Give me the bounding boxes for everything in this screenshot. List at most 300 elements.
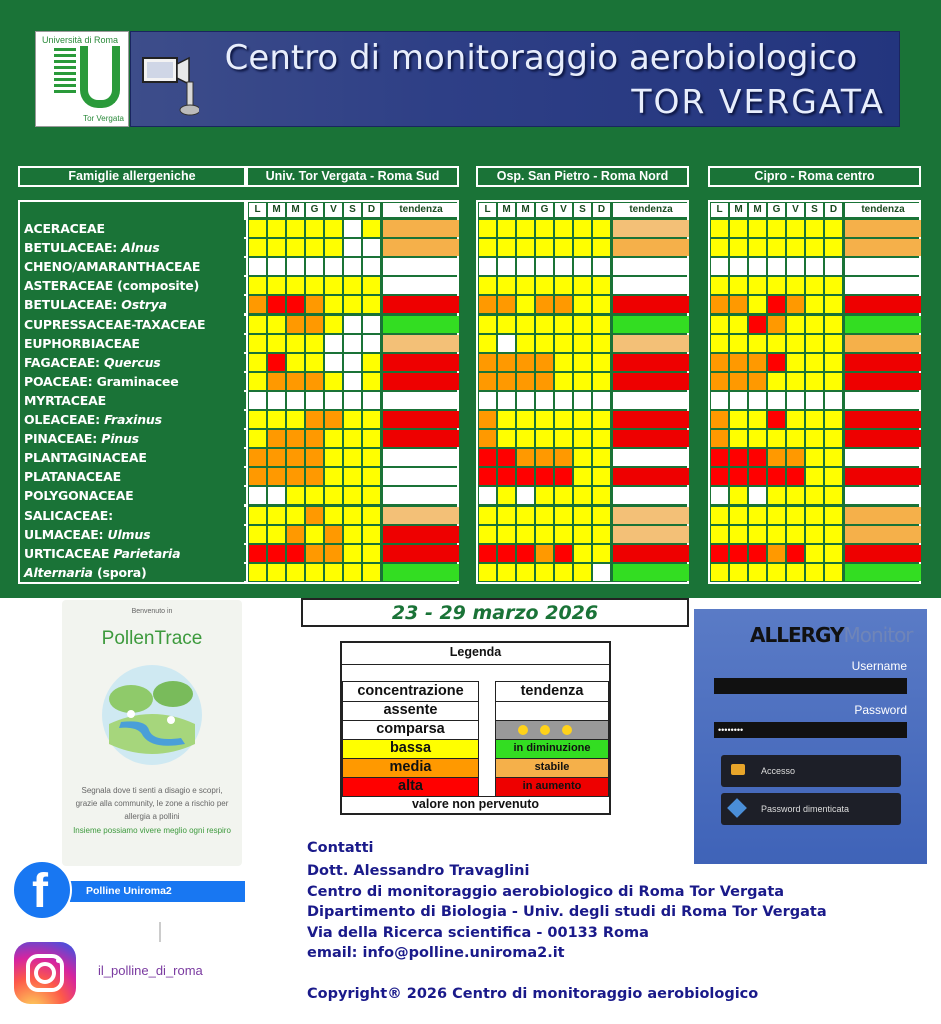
contact-department: Dipartimento di Biologia - Univ. degli studi di Roma Tor Vergata [307, 904, 827, 920]
level-cell [806, 239, 823, 256]
forgot-password-button[interactable] [721, 793, 901, 825]
level-cell [249, 526, 266, 543]
level-cell [711, 277, 728, 294]
level-cell [536, 335, 553, 352]
instagram-link[interactable]: il_polline_di_roma [98, 963, 203, 978]
level-cell [306, 545, 323, 562]
level-cell [249, 316, 266, 333]
level-cell [498, 316, 515, 333]
level-cell [536, 296, 553, 313]
level-cell [806, 316, 823, 333]
level-cell [344, 430, 361, 447]
level-cell [344, 277, 361, 294]
level-cell [787, 277, 804, 294]
level-cell [730, 468, 747, 485]
trend-cell [613, 316, 689, 333]
station-header-2: Cipro - Roma centro [708, 166, 921, 187]
level-cell [498, 564, 515, 581]
level-cell [768, 335, 785, 352]
trend-cell [845, 392, 921, 409]
level-cell [363, 258, 380, 275]
level-cell [517, 316, 534, 333]
instagram-icon[interactable] [14, 942, 76, 1004]
day-header: V [555, 203, 572, 217]
level-cell [555, 277, 572, 294]
trend-cell [383, 507, 459, 524]
level-cell [479, 507, 496, 524]
trend-cell [613, 468, 689, 485]
level-cell [711, 354, 728, 371]
trend-cell [613, 296, 689, 313]
family-row [21, 564, 246, 581]
day-header: S [806, 203, 823, 217]
level-cell [555, 487, 572, 504]
level-cell [806, 507, 823, 524]
level-cell [517, 468, 534, 485]
family-row [21, 373, 246, 390]
day-header: S [344, 203, 361, 217]
level-cell [574, 296, 591, 313]
level-cell [806, 411, 823, 428]
level-cell [517, 487, 534, 504]
trend-header: tendenza [845, 203, 921, 217]
level-cell [555, 392, 572, 409]
pollentrace-welcome: Benvenuto in [131, 608, 173, 615]
level-cell [593, 430, 610, 447]
level-cell [344, 564, 361, 581]
level-cell [555, 296, 572, 313]
level-cell [268, 277, 285, 294]
day-header: D [363, 203, 380, 217]
legend-assente: assente [342, 701, 479, 721]
level-cell [787, 545, 804, 562]
level-cell [711, 239, 728, 256]
level-cell [517, 258, 534, 275]
level-cell [768, 296, 785, 313]
trend-cell [845, 411, 921, 428]
lock-icon [731, 764, 745, 775]
level-cell [344, 335, 361, 352]
level-cell [479, 430, 496, 447]
trend-cell [613, 392, 689, 409]
family-row [21, 468, 246, 485]
level-cell [768, 354, 785, 371]
level-cell [517, 239, 534, 256]
level-cell [249, 239, 266, 256]
level-cell [825, 411, 842, 428]
station-header-0: Univ. Tor Vergata - Roma Sud [246, 166, 459, 187]
level-cell [749, 526, 766, 543]
trend-cell [613, 373, 689, 390]
family-row [21, 239, 246, 256]
level-cell [574, 373, 591, 390]
level-cell [574, 545, 591, 562]
trend-cell [613, 258, 689, 275]
level-cell [806, 296, 823, 313]
level-cell [825, 468, 842, 485]
level-cell [517, 507, 534, 524]
legend-trend-blank [495, 701, 609, 721]
legend-bassa: bassa [342, 739, 479, 759]
level-cell [749, 220, 766, 237]
level-cell [268, 335, 285, 352]
level-cell [711, 487, 728, 504]
level-cell [249, 220, 266, 237]
facebook-icon[interactable] [12, 860, 72, 920]
level-cell [325, 545, 342, 562]
logo-bottom-text: Tor Vergata [83, 114, 124, 123]
day-header: V [325, 203, 342, 217]
level-cell [287, 507, 304, 524]
pollen-trap-icon [139, 48, 199, 118]
level-cell [593, 411, 610, 428]
level-cell [363, 430, 380, 447]
level-cell [344, 545, 361, 562]
level-cell [825, 526, 842, 543]
allergy-monitor-panel [694, 609, 927, 864]
level-cell [363, 316, 380, 333]
level-cell [287, 335, 304, 352]
level-cell [249, 545, 266, 562]
level-cell [306, 392, 323, 409]
level-cell [711, 526, 728, 543]
level-cell [268, 354, 285, 371]
level-cell [711, 258, 728, 275]
level-cell [536, 564, 553, 581]
level-cell [498, 411, 515, 428]
trend-cell [383, 430, 459, 447]
week-date: 23 - 29 marzo 2026 [301, 598, 689, 627]
level-cell [574, 430, 591, 447]
level-cell [787, 354, 804, 371]
level-cell [768, 430, 785, 447]
level-cell [574, 220, 591, 237]
level-cell [325, 507, 342, 524]
level-cell [498, 392, 515, 409]
level-cell [593, 354, 610, 371]
day-header: M [730, 203, 747, 217]
level-cell [787, 316, 804, 333]
level-cell [825, 277, 842, 294]
level-cell [768, 468, 785, 485]
level-cell [768, 487, 785, 504]
family-name: CHENO/AMARANTHACEAE [24, 259, 201, 275]
level-cell [498, 354, 515, 371]
level-cell [249, 373, 266, 390]
password-field[interactable]: •••••••• [714, 722, 907, 738]
level-cell [479, 277, 496, 294]
level-cell [268, 545, 285, 562]
trend-cell [383, 468, 459, 485]
level-cell [306, 526, 323, 543]
level-cell [306, 411, 323, 428]
level-cell [498, 220, 515, 237]
login-label: Accesso [761, 766, 796, 776]
family-name: ASTERACEAE (composite) [24, 278, 200, 294]
level-cell [768, 411, 785, 428]
title-line-1: Centro di monitoraggio aerobiologico [224, 38, 858, 78]
level-cell [574, 487, 591, 504]
logo-top-text: Università di Roma [42, 35, 119, 45]
level-cell [806, 545, 823, 562]
trend-cell [383, 526, 459, 543]
level-cell [787, 430, 804, 447]
family-genus: Pinus [101, 431, 139, 447]
day-header: G [306, 203, 323, 217]
level-cell [711, 373, 728, 390]
level-cell [787, 258, 804, 275]
level-cell [806, 487, 823, 504]
level-cell [749, 449, 766, 466]
level-cell [268, 411, 285, 428]
day-header: L [711, 203, 728, 217]
dot-icon [518, 725, 528, 735]
level-cell [517, 354, 534, 371]
level-cell [574, 277, 591, 294]
level-cell [806, 564, 823, 581]
contact-address: Via della Ricerca scientifica - 00133 Roma [307, 925, 649, 941]
level-cell [825, 335, 842, 352]
family-row [21, 449, 246, 466]
day-header: D [593, 203, 610, 217]
level-cell [536, 392, 553, 409]
level-cell [536, 316, 553, 333]
help-icon [727, 798, 747, 818]
trend-cell [613, 526, 689, 543]
level-cell [711, 335, 728, 352]
login-button[interactable] [721, 755, 901, 787]
level-cell [574, 335, 591, 352]
level-cell [593, 487, 610, 504]
trend-cell [845, 220, 921, 237]
level-cell [325, 239, 342, 256]
facebook-link[interactable]: Polline Uniroma2 [70, 881, 245, 902]
level-cell [325, 296, 342, 313]
level-cell [768, 316, 785, 333]
level-cell [517, 277, 534, 294]
pollentrace-card[interactable] [62, 600, 242, 866]
level-cell [787, 392, 804, 409]
level-cell [749, 564, 766, 581]
level-cell [730, 449, 747, 466]
level-cell [555, 564, 572, 581]
family-row [21, 545, 246, 562]
level-cell [749, 316, 766, 333]
level-cell [825, 220, 842, 237]
family-genus: Ostrya [121, 297, 167, 313]
level-cell [536, 545, 553, 562]
level-cell [363, 411, 380, 428]
level-cell [825, 507, 842, 524]
level-cell [749, 277, 766, 294]
level-cell [593, 468, 610, 485]
level-cell [806, 449, 823, 466]
level-cell [363, 392, 380, 409]
level-cell [730, 564, 747, 581]
level-cell [325, 354, 342, 371]
legend-box [340, 641, 611, 815]
level-cell [825, 296, 842, 313]
level-cell [325, 487, 342, 504]
trend-cell [845, 564, 921, 581]
level-cell [768, 258, 785, 275]
level-cell [749, 335, 766, 352]
level-cell [325, 411, 342, 428]
level-cell [479, 564, 496, 581]
level-cell [325, 258, 342, 275]
family-row [21, 335, 246, 352]
level-cell [825, 392, 842, 409]
level-cell [517, 430, 534, 447]
level-cell [555, 430, 572, 447]
forgot-label: Password dimenticata [761, 804, 850, 814]
family-row [21, 296, 246, 313]
family-name: SALICACEAE: [24, 507, 113, 523]
level-cell [768, 526, 785, 543]
day-header: M [268, 203, 285, 217]
trend-cell [845, 354, 921, 371]
level-cell [768, 392, 785, 409]
level-cell [806, 392, 823, 409]
level-cell [306, 430, 323, 447]
level-cell [249, 564, 266, 581]
family-row [21, 354, 246, 371]
level-cell [306, 335, 323, 352]
level-cell [806, 220, 823, 237]
level-cell [517, 449, 534, 466]
trend-cell [613, 239, 689, 256]
level-cell [325, 526, 342, 543]
level-cell [536, 487, 553, 504]
level-cell [306, 564, 323, 581]
level-cell [536, 411, 553, 428]
level-cell [825, 449, 842, 466]
level-cell [768, 220, 785, 237]
trend-cell [845, 487, 921, 504]
family-name: FAGACEAE: [24, 354, 104, 370]
level-cell [787, 335, 804, 352]
level-cell [806, 354, 823, 371]
level-cell [249, 277, 266, 294]
level-cell [730, 220, 747, 237]
level-cell [249, 296, 266, 313]
level-cell [574, 354, 591, 371]
family-genus: Fraxinus [104, 412, 162, 427]
trend-cell [613, 449, 689, 466]
day-header: G [536, 203, 553, 217]
level-cell [498, 239, 515, 256]
level-cell [730, 316, 747, 333]
allergy-monitor-logo: ALLERGYMonitor [750, 623, 913, 647]
level-cell [306, 316, 323, 333]
level-cell [363, 526, 380, 543]
level-cell [268, 258, 285, 275]
level-cell [306, 487, 323, 504]
level-cell [287, 392, 304, 409]
level-cell [806, 468, 823, 485]
level-cell [555, 316, 572, 333]
level-cell [517, 296, 534, 313]
level-cell [711, 564, 728, 581]
family-row [21, 430, 246, 447]
level-cell [749, 392, 766, 409]
legend-non-pervenuto: valore non pervenuto [342, 796, 609, 813]
level-cell [363, 220, 380, 237]
family-name: MYRTACEAE [24, 392, 106, 408]
family-row [21, 526, 246, 543]
level-cell [555, 373, 572, 390]
level-cell [306, 277, 323, 294]
level-cell [498, 487, 515, 504]
level-cell [287, 220, 304, 237]
level-cell [498, 507, 515, 524]
divider [159, 922, 161, 942]
level-cell [287, 449, 304, 466]
level-cell [287, 468, 304, 485]
level-cell [749, 258, 766, 275]
level-cell [730, 296, 747, 313]
trend-cell [845, 449, 921, 466]
level-cell [768, 239, 785, 256]
family-row [21, 258, 246, 275]
title-banner [130, 31, 900, 127]
level-cell [325, 373, 342, 390]
family-genus: Quercus [104, 354, 161, 370]
level-cell [555, 220, 572, 237]
level-cell [711, 507, 728, 524]
level-cell [498, 258, 515, 275]
level-cell [268, 487, 285, 504]
day-header: G [768, 203, 785, 217]
level-cell [574, 392, 591, 409]
family-row [21, 277, 246, 294]
level-cell [730, 411, 747, 428]
level-cell [749, 507, 766, 524]
trend-cell [383, 220, 459, 237]
level-cell [517, 564, 534, 581]
contact-email[interactable]: email: info@polline.uniroma2.it [307, 945, 565, 961]
pollentrace-tagline: Insieme possiamo vivere meglio ogni respiro [73, 826, 231, 835]
level-cell [787, 239, 804, 256]
level-cell [479, 487, 496, 504]
username-field[interactable] [714, 678, 907, 694]
level-cell [787, 220, 804, 237]
level-cell [517, 411, 534, 428]
level-cell [593, 373, 610, 390]
level-cell [730, 392, 747, 409]
level-cell [268, 430, 285, 447]
level-cell [325, 449, 342, 466]
legend-comparsa: comparsa [342, 720, 479, 740]
level-cell [593, 296, 610, 313]
level-cell [768, 277, 785, 294]
landscape-illustration [101, 664, 203, 766]
level-cell [479, 545, 496, 562]
level-cell [536, 354, 553, 371]
level-cell [287, 277, 304, 294]
level-cell [344, 354, 361, 371]
legend-media: media [342, 758, 479, 778]
level-cell [498, 277, 515, 294]
trend-cell [383, 411, 459, 428]
day-header: M [498, 203, 515, 217]
level-cell [730, 335, 747, 352]
family-name: BETULACEAE: [24, 297, 122, 313]
family-name: BETULACEAE: [24, 240, 122, 256]
trend-cell [383, 564, 459, 581]
trend-cell [383, 335, 459, 352]
trend-cell [845, 468, 921, 485]
